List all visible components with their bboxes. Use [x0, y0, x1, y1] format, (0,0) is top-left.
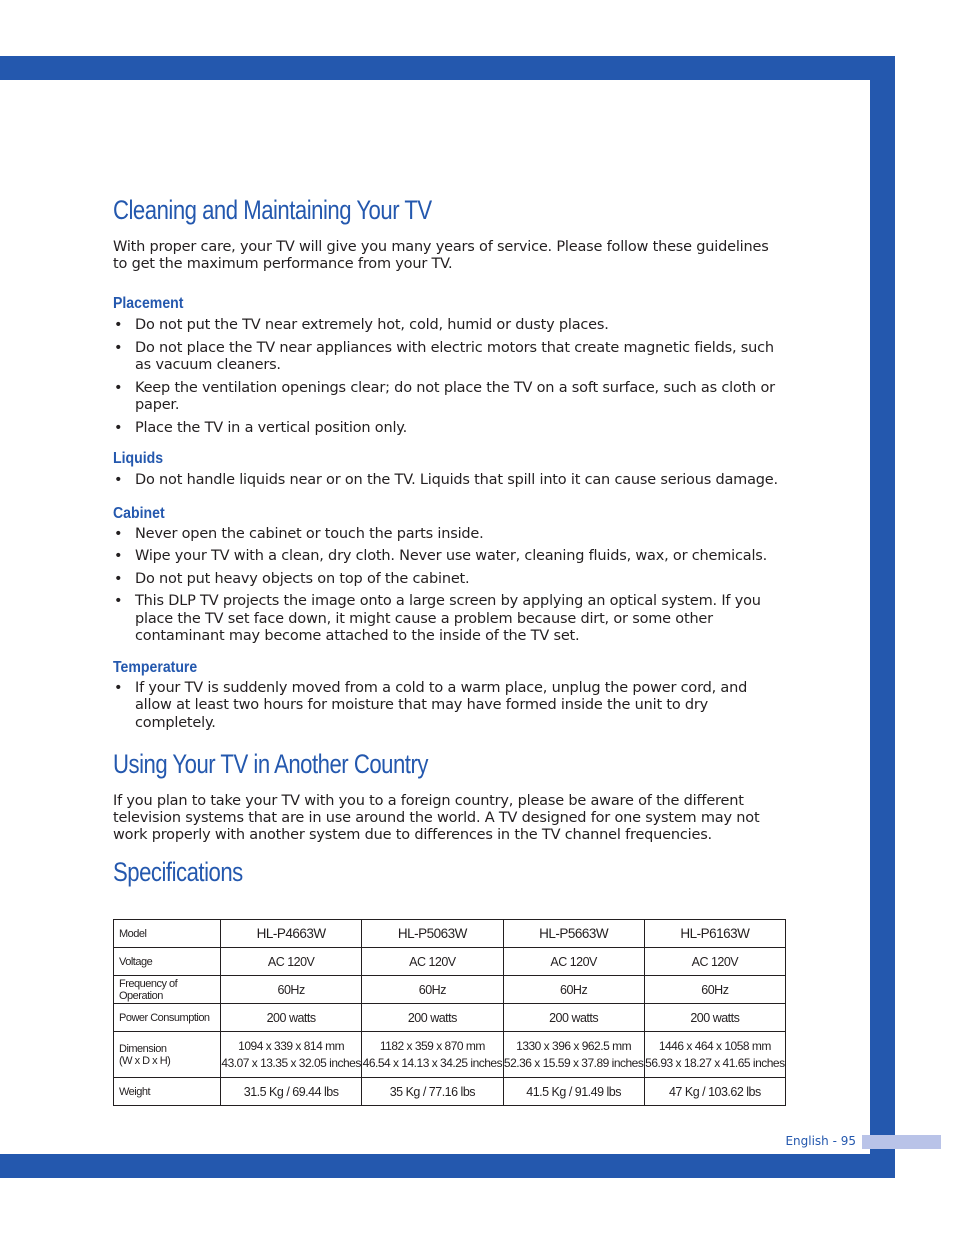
table-cell: HL-P6163W: [644, 920, 785, 948]
table-cell: 60Hz: [221, 976, 362, 1004]
list-item: • If your TV is suddenly moved from a cold to a warm place, unplug the power cord, and allow at least two hours for moisture that may have formed inside the unit to dry completely.: [113, 680, 785, 733]
row-label-frequency: Frequency of Operation: [114, 976, 221, 1004]
table-cell: AC 120V: [503, 948, 644, 976]
list-item: • Do not handle liquids near or on the TV. Liquids that spill into it can cause serious damage.: [113, 472, 785, 490]
page-number: English - 95: [785, 1134, 856, 1148]
table-cell: 60Hz: [644, 976, 785, 1004]
list-item: • Never open the cabinet or touch the parts inside.: [113, 526, 785, 544]
dimension-inches: 43.07 x 13.35 x 32.05 inches: [221, 1055, 361, 1070]
dimension-mm: 1446 x 464 x 1058 mm: [658, 1038, 771, 1053]
table-cell: 200 watts: [644, 1004, 785, 1032]
dimension-inches: 56.93 x 18.27 x 41.65 inches: [645, 1055, 785, 1070]
cabinet-list: [113, 526, 785, 646]
dimension-mm: 1094 x 339 x 814 mm: [238, 1038, 345, 1053]
table-cell: 60Hz: [362, 976, 503, 1004]
dimension-label: Dimension: [119, 1042, 167, 1055]
temperature-list: [113, 680, 785, 733]
table-cell: 60Hz: [503, 976, 644, 1004]
table-cell: [221, 1032, 362, 1078]
table-row: [114, 948, 786, 976]
page-number-tab: [862, 1135, 941, 1149]
top-color-band: [0, 56, 895, 80]
table-row: [114, 920, 786, 948]
placement-heading: Placement: [113, 295, 184, 312]
dimension-label-units: (W x D x H): [119, 1054, 171, 1067]
table-cell: 35 Kg / 77.16 lbs: [362, 1078, 503, 1106]
table-cell: 31.5 Kg / 69.44 lbs: [221, 1078, 362, 1106]
specs-title: Specifications: [113, 857, 243, 887]
list-item: • Do not place the TV near appliances with electric motors that create magnetic fields, such as vacuum cleaners.: [113, 340, 785, 375]
table-row: [114, 976, 786, 1004]
table-cell: 200 watts: [362, 1004, 503, 1032]
row-label-power: Power Consumption: [114, 1004, 221, 1032]
row-label-model: Model: [114, 920, 221, 948]
table-cell: 41.5 Kg / 91.49 lbs: [503, 1078, 644, 1106]
abroad-title: Using Your TV in Another Country: [113, 749, 428, 779]
table-cell: HL-P4663W: [221, 920, 362, 948]
table-cell: 47 Kg / 103.62 lbs: [644, 1078, 785, 1106]
row-label-weight: Weight: [114, 1078, 221, 1106]
right-color-band: [870, 56, 895, 1154]
cleaning-title: Cleaning and Maintaining Your TV: [113, 195, 432, 225]
abroad-intro: If you plan to take your TV with you to a foreign country, please be aware of the different television systems that are in use around the world. A TV designed for one system may not work properly with another system due to differences in the TV channel frequencies.: [113, 793, 760, 843]
table-row: [114, 1078, 786, 1106]
dimension-inches: 46.54 x 14.13 x 34.25 inches: [362, 1055, 503, 1070]
list-item: • Place the TV in a vertical position only.: [113, 420, 785, 438]
table-cell: 200 watts: [221, 1004, 362, 1032]
cabinet-heading: Cabinet: [113, 504, 165, 522]
dimension-inches: 52.36 x 15.59 x 37.89 inches: [503, 1055, 644, 1070]
table-cell: [362, 1032, 503, 1078]
table-cell: HL-P5063W: [362, 920, 503, 948]
liquids-heading: Liquids: [113, 450, 164, 467]
list-item: • Do not put heavy objects on top of the cabinet.: [113, 571, 785, 589]
table-cell: 200 watts: [503, 1004, 644, 1032]
table-cell: HL-P5663W: [503, 920, 644, 948]
specifications-table: [113, 919, 786, 1106]
list-item: • Keep the ventilation openings clear; do not place the TV on a soft surface, such as cloth or paper.: [113, 380, 785, 415]
row-label-dimension: [114, 1032, 221, 1078]
dimension-mm: 1330 x 396 x 962.5 mm: [516, 1038, 632, 1053]
table-cell: [644, 1032, 785, 1078]
placement-list: [113, 317, 785, 437]
list-item: • This DLP TV projects the image onto a large screen by applying an optical system. If you place the TV set face down, it might cause a problem because dirt, or some other contaminant may become attached to the inside of the TV set.: [113, 593, 785, 646]
list-item: • Do not put the TV near extremely hot, cold, humid or dusty places.: [113, 317, 785, 335]
table-cell: AC 120V: [362, 948, 503, 976]
row-label-voltage: Voltage: [114, 948, 221, 976]
cleaning-intro: With proper care, your TV will give you many years of service. Please follow these guidelines to get the maximum performance from your TV.: [113, 239, 769, 272]
dimension-mm: 1182 x 359 x 870 mm: [379, 1038, 485, 1053]
temperature-heading: Temperature: [113, 658, 198, 676]
table-cell: AC 120V: [644, 948, 785, 976]
liquids-list: [113, 472, 785, 490]
table-row: [114, 1004, 786, 1032]
page-content: [113, 192, 785, 890]
table-row: [114, 1032, 786, 1078]
bottom-color-band: [0, 1154, 895, 1178]
table-cell: AC 120V: [221, 948, 362, 976]
list-item: • Wipe your TV with a clean, dry cloth. Never use water, cleaning fluids, wax, or chemicals.: [113, 548, 785, 566]
table-cell: [503, 1032, 644, 1078]
